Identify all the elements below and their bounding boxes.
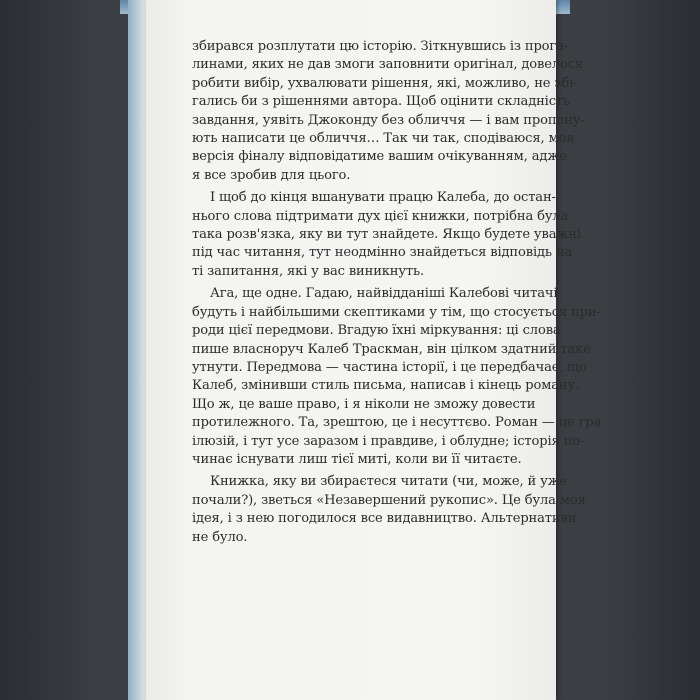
text-line: гались би з рішеннями автора. Щоб оцінити складність <box>192 94 570 110</box>
text-line: роди цієї передмови. Вгадую їхні міркування: ці слова <box>192 323 561 339</box>
text-line: утнути. Передмова — частина історії, і це передбачає, що <box>192 359 587 375</box>
text-line: не було. <box>192 529 248 545</box>
paragraph-1 <box>192 38 585 185</box>
text-line: я все зробив для цього. <box>192 167 351 183</box>
book-page <box>146 0 602 700</box>
text-line: ідея, і з нею погодилося все видавництво. Альтернативи <box>192 511 577 527</box>
text-line: версія фіналу відповідатиме вашим очікуванням, адже <box>192 149 567 165</box>
text-line: ті запитання, які у вас виникнуть. <box>192 263 425 279</box>
text-line: Книжка, яку ви збираєтеся читати (чи, може, й уже <box>210 474 568 490</box>
text-line: ілюзій, і тут усе заразом і правдиве, і облудне; історія по- <box>192 433 585 449</box>
text-line: робити вибір, ухвалювати рішення, які, можливо, не збі- <box>192 75 578 91</box>
page-text <box>192 38 602 551</box>
text-line: Калеб, змінивши стиль письма, написав і кінець роману. <box>192 378 580 394</box>
paragraph-4 <box>192 473 586 547</box>
text-line: протилежного. Та, зрештою, це і несуттєво. Роман — це гра <box>192 415 602 431</box>
text-line: ють написати це обличчя… Так чи так, сподіваюся, моя <box>192 131 575 147</box>
paragraph-2 <box>192 189 581 281</box>
paragraph-3 <box>192 285 602 469</box>
text-line: завдання, уявіть Джоконду без обличчя — і вам пропону- <box>192 112 585 128</box>
text-line: линами, яких не дав змоги заповнити оригінал, довелося <box>192 57 584 73</box>
text-line: така розв'язка, яку ви тут знайдете. Якщо будете уважні <box>192 227 581 243</box>
text-line: пише власноруч Калеб Трaскман, він цілком здатний таке <box>192 341 591 357</box>
text-line: будуть і найбільшими скептиками у тім, що стосується при- <box>192 304 601 320</box>
text-line: збирався розплутати цю історію. Зіткнувшись із прога- <box>192 39 569 54</box>
text-line: Ага, ще одне. Гадаю, найвідданіші Калебові читачі <box>210 286 558 302</box>
text-line: І щоб до кінця вшанувати працю Калеба, до остан- <box>210 190 556 206</box>
text-line: Що ж, це ваше право, і я ніколи не зможу довести <box>192 396 536 412</box>
text-line: нього слова підтримати дух цієї книжки, потрібна була <box>192 208 569 224</box>
text-line: під час читання, тут неодмінно знайдеться відповідь на <box>192 245 573 261</box>
text-line: чинає існувати лиш тієї миті, коли ви її читаєте. <box>192 451 522 467</box>
text-line: почали?), зветься «Незавершений рукопис». Це була моя <box>192 492 586 508</box>
